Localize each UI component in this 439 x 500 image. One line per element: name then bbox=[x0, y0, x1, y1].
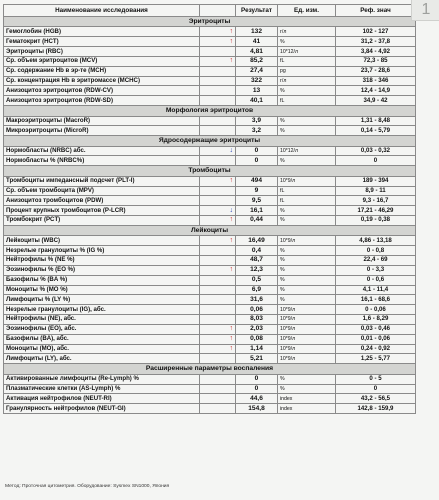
table-row bbox=[4, 394, 416, 404]
test-name: Эритроциты (RBC) bbox=[4, 47, 200, 57]
section-header-row bbox=[4, 364, 416, 374]
table-row bbox=[4, 404, 416, 414]
reference-range: 0 - 0,8 bbox=[336, 246, 416, 256]
result-value: 5,21 bbox=[236, 354, 278, 364]
reference-range: 0 - 3,3 bbox=[336, 265, 416, 275]
result-value: 132 bbox=[236, 27, 278, 37]
unit-value: % bbox=[278, 37, 336, 47]
table-row bbox=[4, 285, 416, 295]
reference-range: 0,03 - 0,32 bbox=[336, 146, 416, 156]
reference-range: 1,6 - 8,29 bbox=[336, 315, 416, 325]
table-row bbox=[4, 265, 416, 275]
flag-cell bbox=[200, 305, 236, 315]
test-name: Базофилы (BA), абс. bbox=[4, 334, 200, 344]
unit-value: 10*9/л bbox=[278, 176, 336, 186]
test-name: Незрелые гранулоциты % (IG %) bbox=[4, 246, 200, 256]
table-row bbox=[4, 56, 416, 66]
result-value: 4,81 bbox=[236, 47, 278, 57]
table-row bbox=[4, 275, 416, 285]
unit-value: fL bbox=[278, 56, 336, 66]
flag-cell bbox=[200, 27, 236, 37]
test-name: Нейтрофилы % (NE %) bbox=[4, 255, 200, 265]
reference-range: 0 bbox=[336, 384, 416, 394]
section-title: Морфология эритроцитов bbox=[4, 106, 416, 116]
test-name: Гематокрит (HCT) bbox=[4, 37, 200, 47]
reference-range: 31,2 - 37,8 bbox=[336, 37, 416, 47]
unit-value: 10*9/л bbox=[278, 305, 336, 315]
unit-value: % bbox=[278, 246, 336, 256]
table-row bbox=[4, 146, 416, 156]
result-value: 44,6 bbox=[236, 394, 278, 404]
section-header-row bbox=[4, 225, 416, 235]
table-row bbox=[4, 295, 416, 305]
unit-value: % bbox=[278, 156, 336, 166]
test-name: Тромбоциты импедансный подсчет (PLT-I) bbox=[4, 176, 200, 186]
unit-value: % bbox=[278, 275, 336, 285]
table-row bbox=[4, 176, 416, 186]
flag-cell bbox=[200, 275, 236, 285]
result-value: 0,4 bbox=[236, 246, 278, 256]
test-name: Макроэритроциты (MacroR) bbox=[4, 116, 200, 126]
flag-cell bbox=[200, 216, 236, 226]
flag-cell bbox=[200, 37, 236, 47]
table-row bbox=[4, 246, 416, 256]
section-title: Лейкоциты bbox=[4, 225, 416, 235]
result-value: 3,2 bbox=[236, 126, 278, 136]
test-name: Гранулярность нейтрофилов (NEUT-GI) bbox=[4, 404, 200, 414]
reference-range: 22,4 - 69 bbox=[336, 255, 416, 265]
unit-value: % bbox=[278, 255, 336, 265]
section-header-row bbox=[4, 17, 416, 27]
reference-range: 34,9 - 42 bbox=[336, 96, 416, 106]
test-name: Лейкоциты (WBC) bbox=[4, 236, 200, 246]
flag-cell bbox=[200, 384, 236, 394]
flag-cell bbox=[200, 196, 236, 206]
result-value: 3,9 bbox=[236, 116, 278, 126]
reference-range: 12,4 - 14,9 bbox=[336, 86, 416, 96]
result-value: 41 bbox=[236, 37, 278, 47]
result-value: 40,1 bbox=[236, 96, 278, 106]
table-row bbox=[4, 27, 416, 37]
flag-cell bbox=[200, 246, 236, 256]
unit-value: pg bbox=[278, 66, 336, 76]
unit-value: % bbox=[278, 384, 336, 394]
arrow-up-icon: ↑ bbox=[229, 236, 233, 244]
unit-value: % bbox=[278, 285, 336, 295]
unit-value: % bbox=[278, 265, 336, 275]
section-header-row bbox=[4, 166, 416, 176]
arrow-up-icon: ↑ bbox=[229, 27, 233, 35]
test-name: Нейтрофилы (NE), абс. bbox=[4, 315, 200, 325]
result-value: 9,5 bbox=[236, 196, 278, 206]
flag-cell bbox=[200, 116, 236, 126]
table-row bbox=[4, 196, 416, 206]
section-title: Расширенные параметры воспаления bbox=[4, 364, 416, 374]
header-ref: Реф. знач bbox=[336, 5, 416, 17]
arrow-up-icon: ↑ bbox=[229, 57, 233, 65]
flag-cell bbox=[200, 236, 236, 246]
flag-cell bbox=[200, 47, 236, 57]
unit-value: г/л bbox=[278, 27, 336, 37]
unit-value: 10*12/л bbox=[278, 47, 336, 57]
flag-cell bbox=[200, 66, 236, 76]
test-name: Нормобласты % (NRBC%) bbox=[4, 156, 200, 166]
flag-cell bbox=[200, 176, 236, 186]
table-header-row bbox=[4, 5, 416, 17]
table-row bbox=[4, 334, 416, 344]
table-row bbox=[4, 66, 416, 76]
result-value: 0,06 bbox=[236, 305, 278, 315]
test-name: Тромбокрит (PCT) bbox=[4, 216, 200, 226]
reference-range: 1,31 - 8,48 bbox=[336, 116, 416, 126]
table-row bbox=[4, 236, 416, 246]
unit-value: % bbox=[278, 116, 336, 126]
result-value: 16,1 bbox=[236, 206, 278, 216]
unit-value: г/л bbox=[278, 76, 336, 86]
unit-value: % bbox=[278, 374, 336, 384]
results-body bbox=[4, 17, 416, 414]
test-name: Анизоцитоз эритроцитов (RDW-SD) bbox=[4, 96, 200, 106]
flag-cell bbox=[200, 126, 236, 136]
result-value: 12,3 bbox=[236, 265, 278, 275]
test-name: Лимфоциты (LY), абс. bbox=[4, 354, 200, 364]
reference-range: 0,01 - 0,06 bbox=[336, 334, 416, 344]
section-header-row bbox=[4, 136, 416, 146]
test-name: Нормобласты (NRBC) абс. bbox=[4, 146, 200, 156]
header-name: Наименование исследования bbox=[4, 5, 200, 17]
unit-value: 10*9/л bbox=[278, 236, 336, 246]
result-value: 0,08 bbox=[236, 334, 278, 344]
result-value: 0 bbox=[236, 146, 278, 156]
table-row bbox=[4, 37, 416, 47]
test-name: Лимфоциты % (LY %) bbox=[4, 295, 200, 305]
unit-value: fL bbox=[278, 186, 336, 196]
reference-range: 0,14 - 5,79 bbox=[336, 126, 416, 136]
arrow-down-icon: ↓ bbox=[229, 206, 233, 214]
table-row bbox=[4, 216, 416, 226]
test-name: Плазматические клетки (AS-Lymph) % bbox=[4, 384, 200, 394]
results-table bbox=[3, 4, 416, 414]
section-title: Эритроциты bbox=[4, 17, 416, 27]
unit-value: fL bbox=[278, 196, 336, 206]
reference-range: 0,03 - 0,46 bbox=[336, 324, 416, 334]
result-value: 16,49 bbox=[236, 236, 278, 246]
reference-range: 43,2 - 56,5 bbox=[336, 394, 416, 404]
test-name: Процент крупных тромбоцитов (P-LCR) bbox=[4, 206, 200, 216]
test-name: Ср. объем эритроцитов (MCV) bbox=[4, 56, 200, 66]
result-value: 494 bbox=[236, 176, 278, 186]
table-row bbox=[4, 96, 416, 106]
result-value: 48,7 bbox=[236, 255, 278, 265]
reference-range: 16,1 - 68,6 bbox=[336, 295, 416, 305]
page-number-marker: 1 bbox=[411, 0, 439, 21]
flag-cell bbox=[200, 86, 236, 96]
test-name: Моноциты (MO), абс. bbox=[4, 344, 200, 354]
unit-value: % bbox=[278, 206, 336, 216]
table-row bbox=[4, 384, 416, 394]
test-name: Ср. концентрация Hb в эритромассе (MCHC) bbox=[4, 76, 200, 86]
flag-cell bbox=[200, 255, 236, 265]
reference-range: 23,7 - 28,6 bbox=[336, 66, 416, 76]
reference-range: 72,3 - 85 bbox=[336, 56, 416, 66]
unit-value: % bbox=[278, 86, 336, 96]
test-name: Незрелые гранулоциты (IG), абс. bbox=[4, 305, 200, 315]
test-name: Моноциты % (MO %) bbox=[4, 285, 200, 295]
test-name: Микроэритроциты (MicroR) bbox=[4, 126, 200, 136]
header-unit: Ед. изм. bbox=[278, 5, 336, 17]
reference-range: 17,21 - 46,29 bbox=[336, 206, 416, 216]
section-header-row bbox=[4, 106, 416, 116]
table-row bbox=[4, 354, 416, 364]
flag-cell bbox=[200, 206, 236, 216]
result-value: 85,2 bbox=[236, 56, 278, 66]
table-row bbox=[4, 76, 416, 86]
result-value: 2,03 bbox=[236, 324, 278, 334]
test-name: Активация нейтрофилов (NEUT-RI) bbox=[4, 394, 200, 404]
reference-range: 4,86 - 13,18 bbox=[336, 236, 416, 246]
result-value: 0 bbox=[236, 384, 278, 394]
flag-cell bbox=[200, 186, 236, 196]
reference-range: 8,9 - 11 bbox=[336, 186, 416, 196]
result-value: 8,03 bbox=[236, 315, 278, 325]
unit-value: 10*9/л bbox=[278, 334, 336, 344]
table-row bbox=[4, 344, 416, 354]
table-row bbox=[4, 156, 416, 166]
flag-cell bbox=[200, 374, 236, 384]
header-flag bbox=[200, 5, 236, 17]
test-name: Гемоглобин (HGB) bbox=[4, 27, 200, 37]
unit-value: 10*12/л bbox=[278, 146, 336, 156]
unit-value: 10*9/л bbox=[278, 344, 336, 354]
unit-value: % bbox=[278, 216, 336, 226]
reference-range: 189 - 394 bbox=[336, 176, 416, 186]
table-row bbox=[4, 315, 416, 325]
flag-cell bbox=[200, 265, 236, 275]
test-name: Эозинофилы % (EO %) bbox=[4, 265, 200, 275]
reference-range: 4,1 - 11,4 bbox=[336, 285, 416, 295]
result-value: 0,44 bbox=[236, 216, 278, 226]
reference-range: 0 - 5 bbox=[336, 374, 416, 384]
arrow-up-icon: ↑ bbox=[229, 216, 233, 224]
unit-value: 10*9/л bbox=[278, 324, 336, 334]
result-value: 154,8 bbox=[236, 404, 278, 414]
unit-value: 10*9/л bbox=[278, 315, 336, 325]
flag-cell bbox=[200, 324, 236, 334]
test-name: Ср. объем тромбоцита (MPV) bbox=[4, 186, 200, 196]
arrow-down-icon: ↓ bbox=[229, 147, 233, 155]
unit-value: 10*9/л bbox=[278, 354, 336, 364]
result-value: 31,6 bbox=[236, 295, 278, 305]
table-row bbox=[4, 116, 416, 126]
table-row bbox=[4, 374, 416, 384]
test-name: Ср. содержание Hb в эр-те (MCH) bbox=[4, 66, 200, 76]
flag-cell bbox=[200, 76, 236, 86]
section-title: Ядросодержащие эритроциты bbox=[4, 136, 416, 146]
result-value: 0 bbox=[236, 374, 278, 384]
table-row bbox=[4, 206, 416, 216]
unit-value: % bbox=[278, 126, 336, 136]
test-name: Активированные лимфоциты (Re-Lymph) % bbox=[4, 374, 200, 384]
result-value: 322 bbox=[236, 76, 278, 86]
result-value: 0 bbox=[236, 156, 278, 166]
method-footnote: Метод: Проточная цитометрия. Оборудование: Sysmex SN1000, Япония bbox=[5, 484, 170, 489]
reference-range: 0,24 - 0,92 bbox=[336, 344, 416, 354]
flag-cell bbox=[200, 295, 236, 305]
flag-cell bbox=[200, 146, 236, 156]
reference-range: 1,25 - 5,77 bbox=[336, 354, 416, 364]
reference-range: 3,84 - 4,92 bbox=[336, 47, 416, 57]
test-name: Базофилы % (BA %) bbox=[4, 275, 200, 285]
unit-value: index bbox=[278, 394, 336, 404]
test-name: Эозинофилы (EO), абс. bbox=[4, 324, 200, 334]
flag-cell bbox=[200, 285, 236, 295]
reference-range: 142,8 - 159,9 bbox=[336, 404, 416, 414]
reference-range: 102 - 127 bbox=[336, 27, 416, 37]
unit-value: index bbox=[278, 404, 336, 414]
flag-cell bbox=[200, 315, 236, 325]
reference-range: 0,19 - 0,38 bbox=[336, 216, 416, 226]
arrow-up-icon: ↑ bbox=[229, 335, 233, 343]
result-value: 9 bbox=[236, 186, 278, 196]
unit-value: fL bbox=[278, 96, 336, 106]
table-row bbox=[4, 255, 416, 265]
table-row bbox=[4, 305, 416, 315]
section-title: Тромбоциты bbox=[4, 166, 416, 176]
flag-cell bbox=[200, 96, 236, 106]
arrow-up-icon: ↑ bbox=[229, 266, 233, 274]
result-value: 0,5 bbox=[236, 275, 278, 285]
test-name: Анизоцитоз тромбоцитов (PDW) bbox=[4, 196, 200, 206]
flag-cell bbox=[200, 404, 236, 414]
result-value: 1,14 bbox=[236, 344, 278, 354]
arrow-up-icon: ↑ bbox=[229, 177, 233, 185]
flag-cell bbox=[200, 156, 236, 166]
table-row bbox=[4, 126, 416, 136]
test-name: Анизоцитоз эритроцитов (RDW-CV) bbox=[4, 86, 200, 96]
table-row bbox=[4, 324, 416, 334]
reference-range: 0 - 0,06 bbox=[336, 305, 416, 315]
reference-range: 318 - 346 bbox=[336, 76, 416, 86]
arrow-up-icon: ↑ bbox=[229, 345, 233, 352]
header-result: Результат bbox=[236, 5, 278, 17]
result-value: 13 bbox=[236, 86, 278, 96]
flag-cell bbox=[200, 344, 236, 354]
result-value: 6,9 bbox=[236, 285, 278, 295]
reference-range: 9,3 - 16,7 bbox=[336, 196, 416, 206]
reference-range: 0 - 0,6 bbox=[336, 275, 416, 285]
flag-cell bbox=[200, 56, 236, 66]
table-row bbox=[4, 86, 416, 96]
table-row bbox=[4, 186, 416, 196]
reference-range: 0 bbox=[336, 156, 416, 166]
table-row bbox=[4, 47, 416, 57]
flag-cell bbox=[200, 354, 236, 364]
arrow-up-icon: ↑ bbox=[229, 37, 233, 45]
result-value: 27,4 bbox=[236, 66, 278, 76]
flag-cell bbox=[200, 334, 236, 344]
flag-cell bbox=[200, 394, 236, 404]
unit-value: % bbox=[278, 295, 336, 305]
arrow-up-icon: ↑ bbox=[229, 325, 233, 333]
